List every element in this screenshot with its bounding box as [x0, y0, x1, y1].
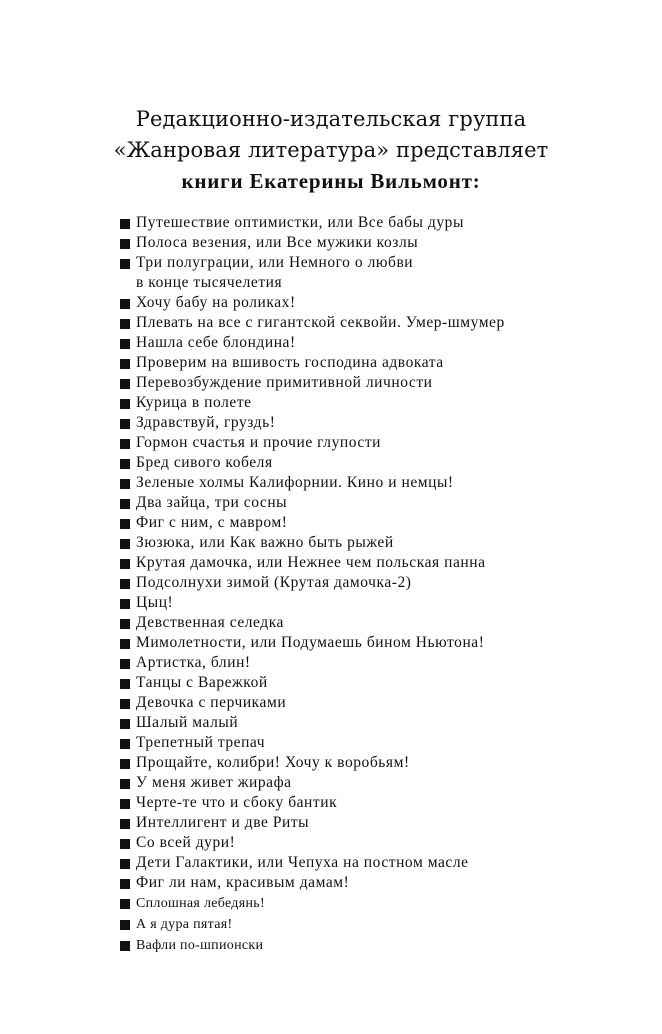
book-list-item [120, 333, 640, 353]
book-list [120, 213, 640, 956]
book-list-item [120, 914, 640, 935]
square-bullet-icon [120, 519, 130, 529]
book-list-item [120, 313, 640, 333]
square-bullet-icon [120, 559, 130, 569]
square-bullet-icon [120, 759, 130, 769]
square-bullet-icon [120, 259, 130, 269]
book-title: Путешествие оптимистки, или Все бабы дуры [136, 214, 464, 231]
square-bullet-icon [120, 379, 130, 389]
book-list-item [120, 813, 640, 833]
book-title: Фиг ли нам, красивым дамам! [136, 874, 350, 891]
book-title: Гормон счастья и прочие глупости [136, 434, 382, 451]
book-list-item [120, 293, 640, 313]
square-bullet-icon [120, 879, 130, 889]
book-title: Вафли по-шпионски [136, 938, 264, 953]
book-list-item [120, 553, 640, 573]
publisher-line: Редакционно-издательская группа [135, 107, 527, 131]
book-list-item [120, 353, 640, 373]
square-bullet-icon [120, 619, 130, 629]
book-list-item [120, 573, 640, 593]
book-list-item [120, 893, 640, 914]
book-title: Перевозбуждение примитивной личности [136, 374, 433, 391]
book-list-item [120, 633, 640, 653]
book-title: Крутая дамочка, или Нежнее чем польская панна [136, 554, 486, 571]
square-bullet-icon [120, 899, 130, 909]
square-bullet-icon [120, 719, 130, 729]
square-bullet-icon [120, 219, 130, 229]
book-list-item [120, 453, 640, 473]
book-list-item [120, 873, 640, 893]
book-list-item [120, 833, 640, 853]
book-list-item [120, 935, 640, 956]
square-bullet-icon [120, 579, 130, 589]
book-title: Артистка, блин! [136, 654, 251, 671]
square-bullet-icon [120, 339, 130, 349]
book-title: Черте-те что и сбоку бантик [136, 794, 338, 811]
square-bullet-icon [120, 439, 130, 449]
book-title: Цыц! [136, 594, 174, 611]
book-title: Три полуграции, или Немного о любви [136, 254, 414, 271]
square-bullet-icon [120, 839, 130, 849]
book-list-item [120, 413, 640, 433]
author-heading: книги Екатерины Вильмонт: [181, 169, 481, 193]
book-list-item [120, 653, 640, 673]
book-list-item [120, 713, 640, 733]
square-bullet-icon [120, 239, 130, 249]
book-list-item [120, 513, 640, 533]
book-list-item [120, 373, 640, 393]
book-title-continuation: в конце тысячелетия [136, 274, 283, 291]
book-title: Зюзюка, или Как важно быть рыжей [136, 534, 394, 551]
square-bullet-icon [120, 799, 130, 809]
square-bullet-icon [120, 419, 130, 429]
square-bullet-icon [120, 479, 130, 489]
square-bullet-icon [120, 859, 130, 869]
book-title: Шалый малый [136, 714, 239, 731]
book-title: Интеллигент и две Риты [136, 814, 310, 831]
book-title: Курица в полете [136, 394, 252, 411]
book-list-item [120, 733, 640, 753]
page-header [0, 104, 662, 196]
book-title: У меня живет жирафа [136, 774, 292, 791]
square-bullet-icon [120, 739, 130, 749]
book-list-item [120, 593, 640, 613]
book-title: Плевать на все с гигантской секвойи. Умер-шмумер [136, 314, 505, 331]
book-list-item [120, 673, 640, 693]
book-title: Прощайте, колибри! Хочу к воробьям! [136, 754, 410, 771]
book-list-item [120, 613, 640, 633]
square-bullet-icon [120, 499, 130, 509]
square-bullet-icon [120, 659, 130, 669]
book-list-item [120, 853, 640, 873]
book-title: Девственная селедка [136, 614, 284, 631]
square-bullet-icon [120, 920, 130, 930]
square-bullet-icon [120, 539, 130, 549]
book-title: Полоса везения, или Все мужики козлы [136, 234, 419, 251]
book-list-item [120, 213, 640, 233]
book-list-item [120, 393, 640, 413]
book-title: Трепетный трепач [136, 734, 266, 751]
book-list-item [120, 773, 640, 793]
book-list-item [120, 533, 640, 553]
book-title: Зеленые холмы Калифорнии. Кино и немцы! [136, 474, 454, 491]
square-bullet-icon [120, 941, 130, 951]
square-bullet-icon [120, 319, 130, 329]
book-title: Два зайца, три сосны [136, 494, 288, 511]
book-list-item [120, 233, 640, 253]
book-title: Танцы с Варежкой [136, 674, 268, 691]
book-list-item [120, 493, 640, 513]
square-bullet-icon [120, 679, 130, 689]
square-bullet-icon [120, 779, 130, 789]
genre-line: «Жанровая литература» представляет [113, 138, 549, 162]
square-bullet-icon [120, 399, 130, 409]
square-bullet-icon [120, 459, 130, 469]
book-title: Дети Галактики, или Чепуха на постном масле [136, 854, 469, 871]
book-title: Бред сивого кобеля [136, 454, 273, 471]
book-list-item [120, 793, 640, 813]
square-bullet-icon [120, 599, 130, 609]
book-title: Со всей дури! [136, 834, 236, 851]
book-list-item [120, 753, 640, 773]
square-bullet-icon [120, 699, 130, 709]
book-title: Нашла себе блондина! [136, 334, 296, 351]
book-title: Здравствуй, груздь! [136, 414, 276, 431]
book-title: Мимолетности, или Подумаешь бином Ньютона! [136, 634, 485, 651]
book-title: А я дура пятая! [136, 917, 233, 932]
book-title: Хочу бабу на роликах! [136, 294, 296, 311]
book-list-item [120, 693, 640, 713]
book-list-item [120, 253, 640, 293]
book-title: Подсолнухи зимой (Крутая дамочка-2) [136, 574, 412, 591]
book-list-item [120, 433, 640, 453]
book-title: Сплошная лебедянь! [136, 896, 265, 911]
book-list-item [120, 473, 640, 493]
square-bullet-icon [120, 819, 130, 829]
square-bullet-icon [120, 299, 130, 309]
square-bullet-icon [120, 359, 130, 369]
book-title: Девочка с перчиками [136, 694, 287, 711]
book-title: Проверим на вшивость господина адвоката [136, 354, 444, 371]
square-bullet-icon [120, 639, 130, 649]
book-title: Фиг с ним, с мавром! [136, 514, 288, 531]
